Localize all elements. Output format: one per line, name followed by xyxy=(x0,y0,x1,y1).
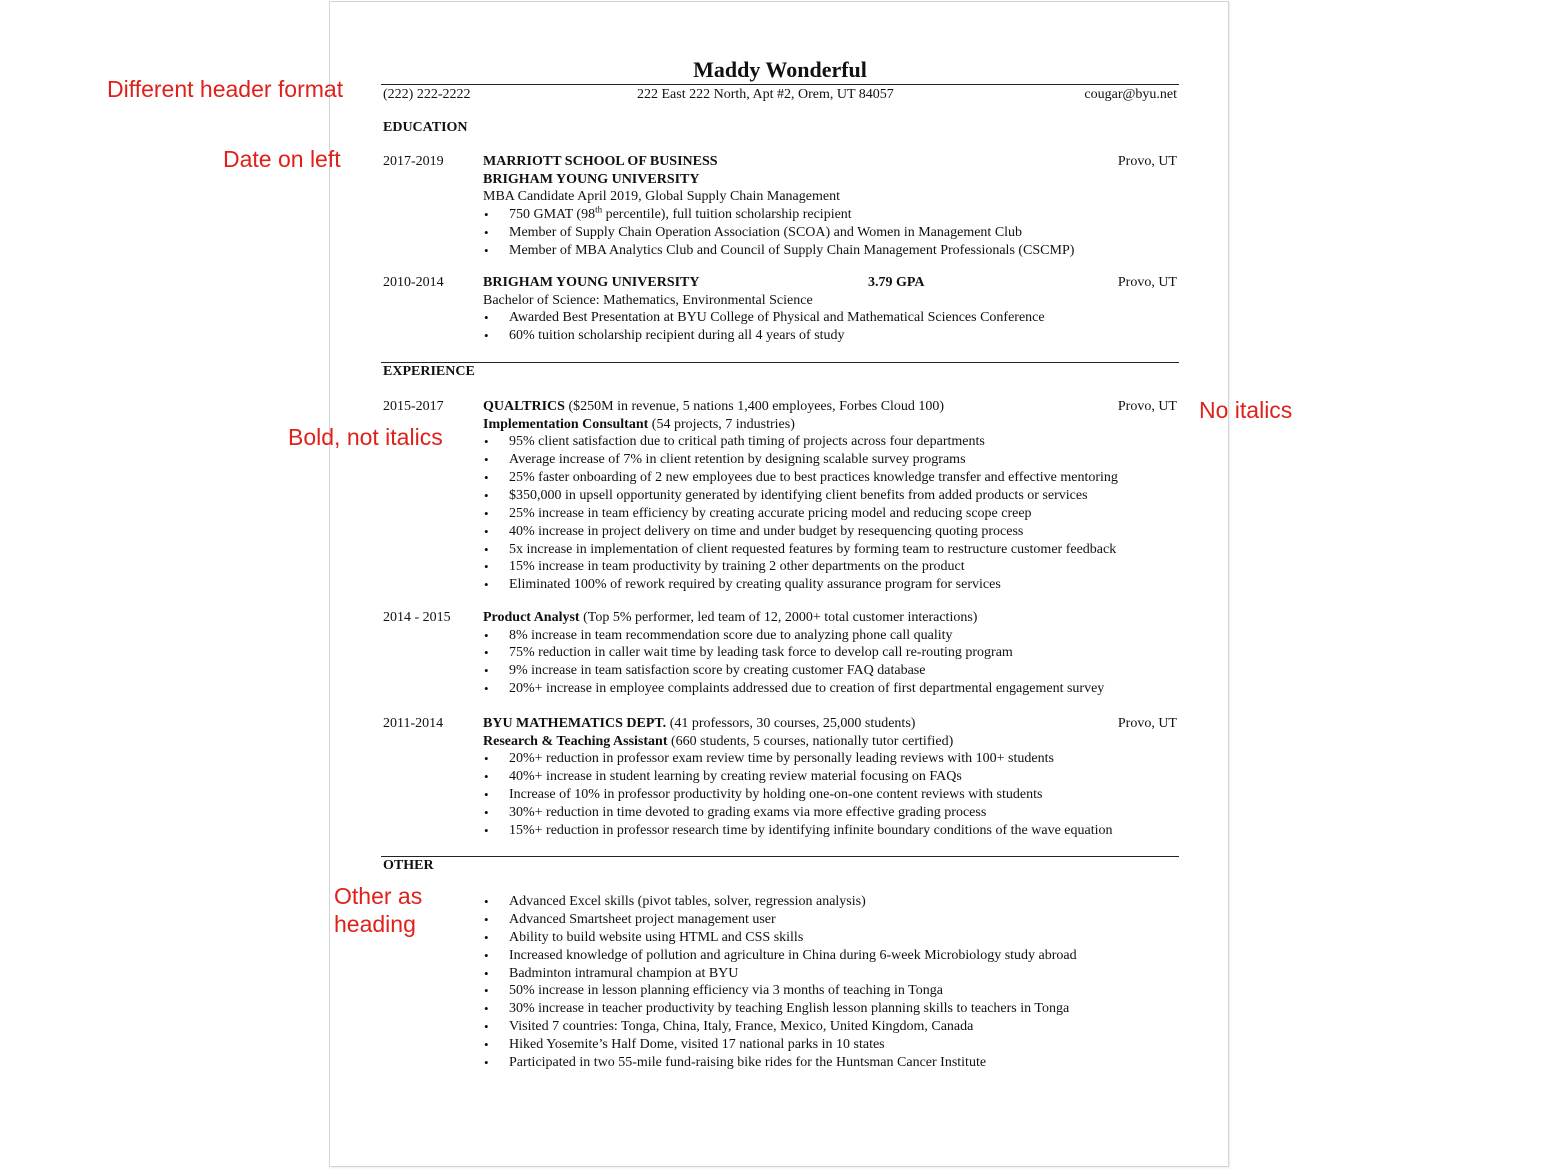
header-phone: (222) 222-2222 xyxy=(383,87,471,102)
list-item: • 15%+ reduction in professor research time by identifying infinite boundary conditions of the wave equation xyxy=(483,822,1183,840)
list-item: • 8% increase in team recommendation score due to analyzing phone call quality xyxy=(483,627,1183,645)
section-heading-experience: EXPERIENCE xyxy=(383,364,475,379)
list-item: • Average increase of 7% in client retention by designing scalable survey programs xyxy=(483,451,1183,469)
list-item: • Advanced Smartsheet project management user xyxy=(483,911,1183,929)
job-title-implementation: Implementation Consultant xyxy=(483,416,649,432)
job-dates-2: 2014 - 2015 xyxy=(383,610,451,625)
list-item: • Hiked Yosemite’s Half Dome, visited 17 national parks in 10 states xyxy=(483,1036,1183,1054)
header-divider xyxy=(381,84,1179,85)
edu-degree-mba: MBA Candidate April 2019, Global Supply Chain Management xyxy=(483,189,840,205)
job-location-1: Provo, UT xyxy=(1117,399,1177,414)
list-item: • $350,000 in upsell opportunity generated by identifying client benefits from added products or services xyxy=(483,487,1183,505)
list-item: • Eliminated 100% of rework required by creating quality assurance program for services xyxy=(483,576,1183,594)
list-item: • Participated in two 55-mile fund-raising bike rides for the Huntsman Cancer Institute xyxy=(483,1054,1183,1072)
annotation-date-left: Date on left xyxy=(223,146,341,172)
job-title-research-assistant: Research & Teaching Assistant xyxy=(483,733,668,749)
annotation-other-heading xyxy=(334,882,422,938)
job-bullets-2 xyxy=(483,627,1183,699)
job-location-3: Provo, UT xyxy=(1117,716,1177,731)
list-item: • Increase of 10% in professor productivity by holding one-on-one content reviews with students xyxy=(483,786,1183,804)
list-item: • 25% increase in team efficiency by creating accurate pricing model and reducing scope creep xyxy=(483,505,1183,523)
job-entry-qualtrics xyxy=(483,398,1183,594)
list-item: • Badminton intramural champion at BYU xyxy=(483,965,1183,983)
annotation-header-format: Different header format xyxy=(107,76,344,102)
edu-school-marriott: MARRIOTT SCHOOL OF BUSINESS xyxy=(483,154,718,169)
edu-degree-bs: Bachelor of Science: Mathematics, Environmental Science xyxy=(483,292,813,308)
job-org-byu-math: BYU MATHEMATICS DEPT. xyxy=(483,716,667,731)
annotation-other-line1: Other as xyxy=(334,883,423,909)
edu-school-byu: BRIGHAM YOUNG UNIVERSITY xyxy=(483,171,700,187)
list-item xyxy=(483,206,1183,224)
list-item: • 25% faster onboarding of 2 new employees due to best practices knowledge transfer and effective mentoring xyxy=(483,469,1183,487)
list-item: • 40%+ increase in student learning by creating review material focusing on FAQs xyxy=(483,768,1183,786)
edu-location-1: Provo, UT xyxy=(1117,154,1177,169)
edu-bullets-2 xyxy=(483,309,1183,345)
job-org-detail: (41 professors, 30 courses, 25,000 students) xyxy=(666,716,916,731)
list-item: • 40% increase in project delivery on time and under budget by resequencing quoting process xyxy=(483,523,1183,541)
header-address: 222 East 222 North, Apt #2, Orem, UT 84057 xyxy=(637,87,894,102)
gmat-text-rest: percentile), full tuition scholarship recipient xyxy=(602,206,852,222)
other-bullets xyxy=(483,893,1183,1072)
job-bullets-3 xyxy=(483,750,1183,839)
edu-school-byu-undergrad: BRIGHAM YOUNG UNIVERSITY xyxy=(483,275,700,290)
job-title-detail: (54 projects, 7 industries) xyxy=(648,416,795,432)
list-item: • 75% reduction in caller wait time by leading task force to develop call re-routing program xyxy=(483,644,1183,662)
edu-dates-1: 2017-2019 xyxy=(383,154,444,169)
list-item: • 60% tuition scholarship recipient during all 4 years of study xyxy=(483,327,1183,345)
edu-location-2: Provo, UT xyxy=(1117,275,1177,290)
annotation-other-line2: heading xyxy=(334,911,416,937)
edu-bullets-1 xyxy=(483,206,1183,260)
header-email: cougar@byu.net xyxy=(1084,87,1177,102)
list-item: • 9% increase in team satisfaction score by creating customer FAQ database xyxy=(483,662,1183,680)
list-item: • Member of MBA Analytics Club and Council of Supply Chain Management Professionals (CSCMP) xyxy=(483,242,1183,260)
list-item: • Visited 7 countries: Tonga, China, Italy, France, Mexico, United Kingdom, Canada xyxy=(483,1018,1183,1036)
edu-dates-2: 2010-2014 xyxy=(383,275,444,290)
job-entry-product-analyst xyxy=(483,609,1183,698)
list-item: • Member of Supply Chain Operation Association (SCOA) and Women in Management Club xyxy=(483,224,1183,242)
job-title-detail: (Top 5% performer, led team of 12, 2000+ total customer interactions) xyxy=(579,610,978,625)
job-org-qualtrics: QUALTRICS xyxy=(483,399,565,414)
list-item: • Increased knowledge of pollution and agriculture in China during 6-week Microbiology study abroad xyxy=(483,947,1183,965)
job-dates-1: 2015-2017 xyxy=(383,399,444,414)
job-dates-3: 2011-2014 xyxy=(383,716,444,731)
list-item: • 20%+ increase in employee complaints addressed due to creation of first departmental engagement survey xyxy=(483,680,1183,698)
annotation-no-italics: No italics xyxy=(1199,397,1293,423)
section-divider-other xyxy=(381,856,1179,857)
edu-entry-1 xyxy=(483,153,1183,259)
resume-name: Maddy Wonderful xyxy=(693,57,867,82)
list-item: • 50% increase in lesson planning efficiency via 3 months of teaching in Tonga xyxy=(483,982,1183,1000)
job-title-product-analyst: Product Analyst xyxy=(483,610,580,625)
edu-entry-2 xyxy=(483,274,1183,345)
list-item: • 15% increase in team productivity by training 2 other departments on the product xyxy=(483,558,1183,576)
list-item: • 95% client satisfaction due to critical path timing of projects across four departments xyxy=(483,433,1183,451)
list-item: • Awarded Best Presentation at BYU College of Physical and Mathematical Sciences Conference xyxy=(483,309,1183,327)
annotation-bold-not-italics: Bold, not italics xyxy=(288,424,443,450)
list-item: • 20%+ reduction in professor exam review time by personally leading reviews with 100+ students xyxy=(483,750,1183,768)
job-entry-byu-math xyxy=(483,715,1183,840)
section-divider-experience xyxy=(381,362,1179,363)
job-bullets-1 xyxy=(483,433,1183,594)
section-heading-education: EDUCATION xyxy=(383,120,468,135)
list-item: • 30% increase in teacher productivity by teaching English lesson planning skills to teachers in Tonga xyxy=(483,1000,1183,1018)
other-section xyxy=(483,893,1183,1072)
job-org-detail: ($250M in revenue, 5 nations 1,400 employees, Forbes Cloud 100) xyxy=(564,399,945,414)
list-item: • 5x increase in implementation of client requested features by forming team to restructure customer feedback xyxy=(483,541,1183,559)
edu-gpa: 3.79 GPA xyxy=(868,275,925,290)
job-title-detail: (660 students, 5 courses, nationally tutor certified) xyxy=(667,733,954,749)
list-item: • Ability to build website using HTML and CSS skills xyxy=(483,929,1183,947)
list-item: • 30%+ reduction in time devoted to grading exams via more effective grading process xyxy=(483,804,1183,822)
section-heading-other: OTHER xyxy=(383,858,434,873)
list-item: • Advanced Excel skills (pivot tables, solver, regression analysis) xyxy=(483,893,1183,911)
gmat-superscript: th xyxy=(595,204,603,215)
gmat-text: 750 GMAT (98 xyxy=(509,206,596,222)
